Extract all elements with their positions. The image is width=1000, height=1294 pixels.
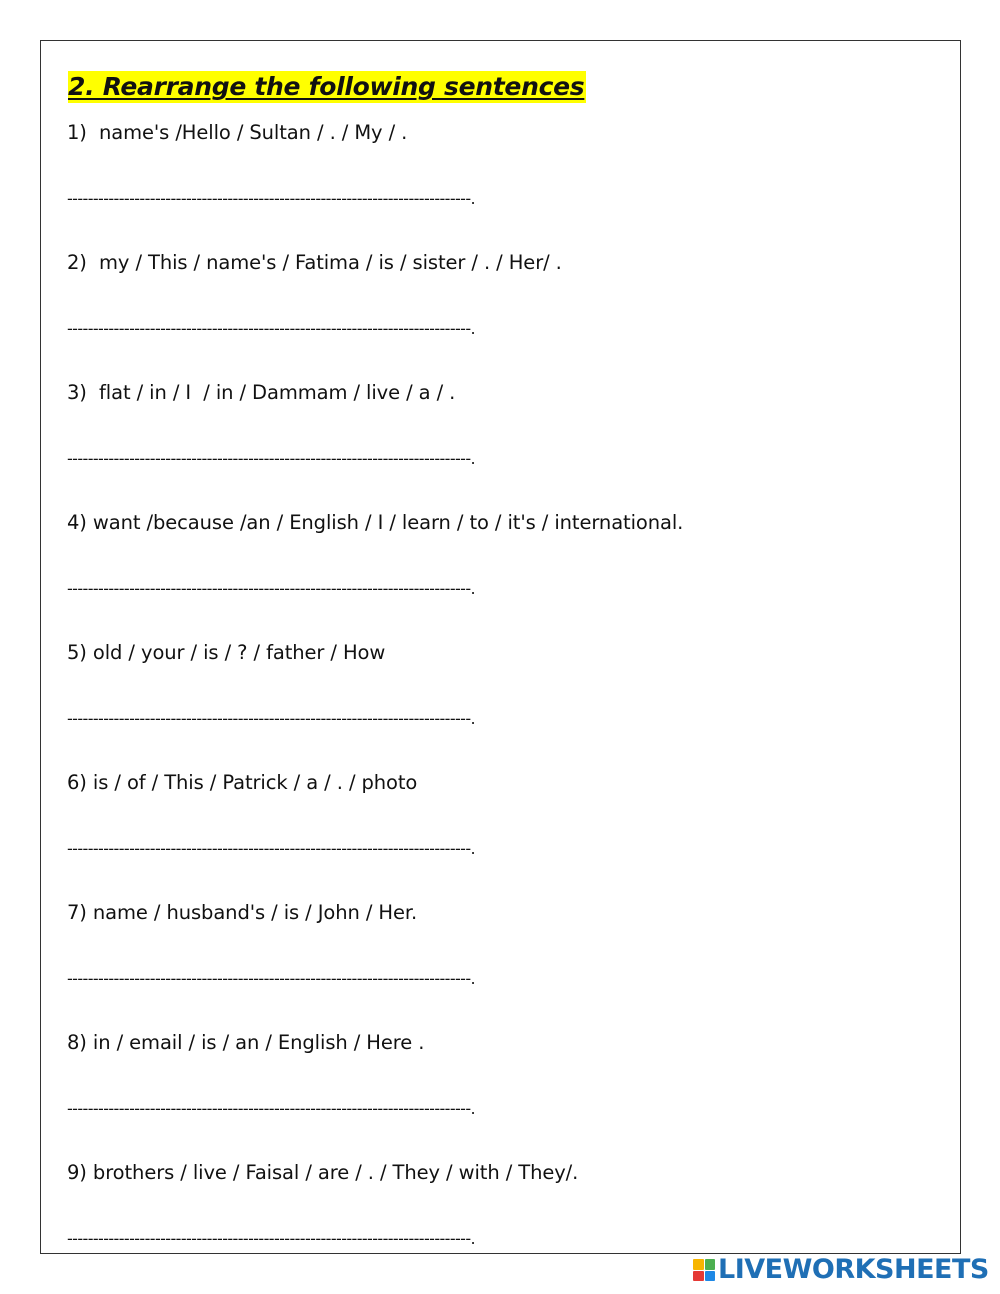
brand-name: LIVEWORKSHEETS: [718, 1254, 989, 1285]
answer-line-2[interactable]: ------------------------------------------------------------------------------.: [67, 319, 476, 338]
answer-line-8[interactable]: ------------------------------------------------------------------------------.: [67, 1099, 476, 1118]
worksheet-frame: [40, 40, 961, 1254]
sentence-5: 5) old / your / is / ? / father / How: [67, 641, 386, 664]
sentence-7: 7) name / husband's / is / John / Her.: [67, 901, 418, 924]
liveworksheets-brand[interactable]: [693, 1256, 989, 1284]
sentence-9: 9) brothers / live / Faisal / are / . / They / with / They/.: [67, 1161, 579, 1184]
answer-line-3[interactable]: ------------------------------------------------------------------------------.: [67, 449, 476, 468]
sentence-4: 4) want /because /an / English / I / learn / to / it's / international.: [67, 511, 684, 534]
sentence-6: 6) is / of / This / Patrick / a / . / photo: [67, 771, 418, 794]
answer-line-6[interactable]: ------------------------------------------------------------------------------.: [67, 839, 476, 858]
sentence-8: 8) in / email / is / an / English / Here .: [67, 1031, 425, 1054]
logo-square-blue: [705, 1271, 716, 1282]
answer-line-5[interactable]: ------------------------------------------------------------------------------.: [67, 709, 476, 728]
answer-line-1[interactable]: ------------------------------------------------------------------------------.: [67, 189, 476, 208]
logo-square-green: [705, 1259, 716, 1270]
exercise-title: 2. Rearrange the following sentences: [68, 72, 585, 101]
sentence-3: 3) flat / in / I / in / Dammam / live / a / .: [67, 381, 456, 404]
sentence-2: 2) my / This / name's / Fatima / is / sister / . / Her/ .: [67, 251, 562, 274]
logo-square-yellow: [693, 1259, 704, 1270]
sentence-1: 1) name's /Hello / Sultan / . / My / .: [67, 121, 408, 144]
logo-square-red: [693, 1271, 704, 1282]
answer-line-9[interactable]: ------------------------------------------------------------------------------.: [67, 1229, 476, 1248]
answer-line-7[interactable]: ------------------------------------------------------------------------------.: [67, 969, 476, 988]
liveworksheets-logo-icon: [693, 1259, 715, 1281]
answer-line-4[interactable]: ------------------------------------------------------------------------------.: [67, 579, 476, 598]
